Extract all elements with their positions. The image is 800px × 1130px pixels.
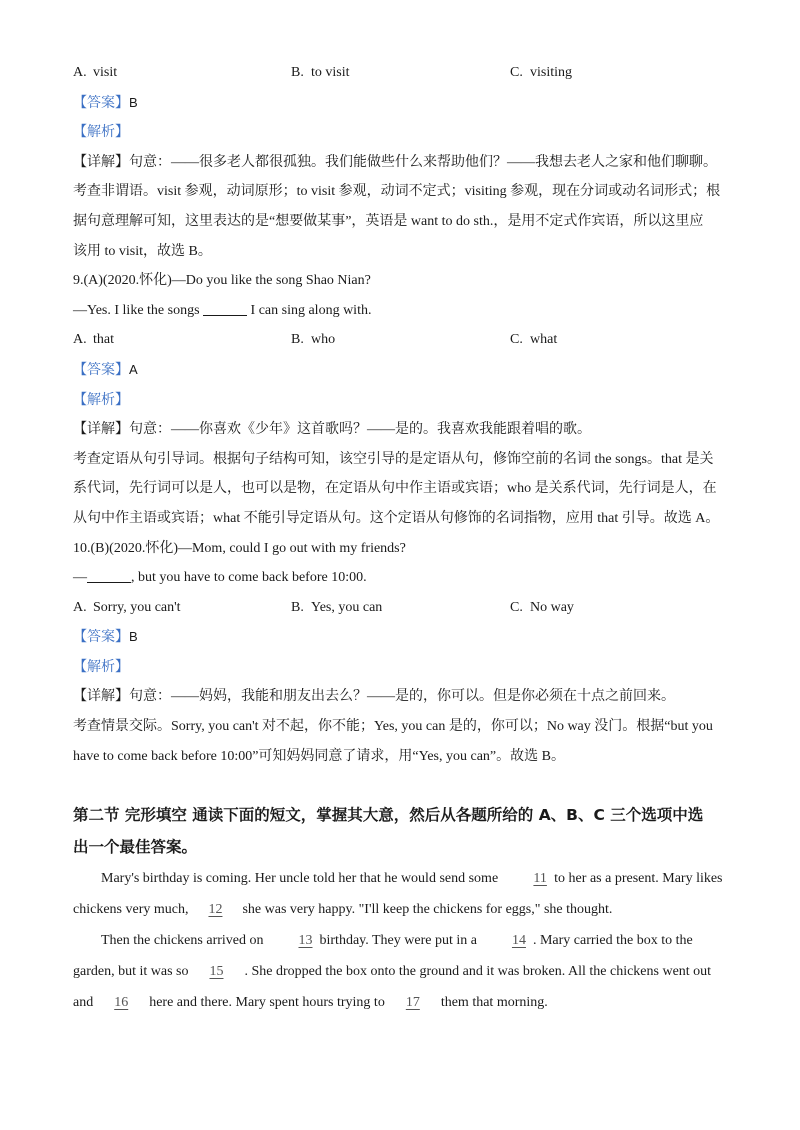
q8-option-a[interactable]: A. visit xyxy=(73,65,118,80)
q8-answer: 【答案】B xyxy=(73,94,138,111)
q8-explanation-3: 该用 to visit，故选 B。 xyxy=(73,243,212,259)
q9-explanation-1: 考查定语从句引导词。根据句子结构可知，该空引导的是定语从句，修饰空前的名词 the songs。that 是关 xyxy=(73,451,714,467)
q10-options xyxy=(73,593,733,623)
q10-option-a[interactable]: A. Sorry, you can't xyxy=(73,599,181,615)
q8-options xyxy=(73,58,733,88)
document-page xyxy=(73,58,733,1018)
passage-line: Mary's birthday is coming. Her uncle told her that he would send some 11 to her as a present. Mary likes xyxy=(73,863,733,894)
q9-option-a[interactable]: A. that xyxy=(73,332,114,348)
passage-line: garden, but it was so 15 . She dropped the box onto the ground and it was broken. All the chickens went out xyxy=(73,956,733,987)
q10-stem: 10.(B)(2020.怀化)—Mom, could I go out with my friends? xyxy=(73,540,406,556)
q10-answer: 【答案】B xyxy=(73,629,138,646)
cloze-blank-16[interactable]: 16 xyxy=(114,995,129,1011)
q8-explanation-2: 据句意理解可知，这里表达的是“想要做某事”，英语是 want to do sth.，是用不定式作宾语，所以这里应 xyxy=(73,213,704,229)
q8-option-b[interactable]: B. to visit xyxy=(291,65,350,80)
cloze-blank-15[interactable]: 15 xyxy=(209,964,224,980)
q9-option-b[interactable]: B. who xyxy=(291,332,336,348)
q10-detail: 【详解】句意：——妈妈，我能和朋友出去么？——是的，你可以。但是你必须在十点之前回来。 xyxy=(73,689,675,705)
q10-blank[interactable] xyxy=(87,568,131,583)
q9-explanation-3: 从句中作主语或宾语；what 不能引导定语从句。这个定语从句修饰的名词指物，应用 that 引导。故选 A。 xyxy=(73,510,720,526)
q8-detail: 【详解】句意：——很多老人都很孤独。我们能做些什么来帮助他们？——我想去老人之家和他们聊聊。 xyxy=(73,154,717,170)
q9-stem: 9.(A)(2020.怀化)—Do you like the song Shao Nian? xyxy=(73,273,371,289)
passage-line: chickens very much, 12 she was very happy. "I'll keep the chickens for eggs," she thought. xyxy=(73,894,733,925)
q9-option-c[interactable]: C. what xyxy=(510,332,558,348)
q9-answer: 【答案】A xyxy=(73,361,138,378)
q9-blank[interactable] xyxy=(203,301,247,316)
cloze-blank-17[interactable]: 17 xyxy=(405,995,420,1011)
section-title-line-2: 出一个最佳答案。 xyxy=(73,838,198,857)
q10-explanation-1: 考查情景交际。Sorry, you can't 对不起，你不能；Yes, you can 是的，你可以；No way 没门。根据“but you xyxy=(73,719,713,735)
q10-option-b[interactable]: B. Yes, you can xyxy=(291,599,383,615)
cloze-blank-13[interactable]: 13 xyxy=(298,933,313,949)
passage-line: and 16 here and there. Mary spent hours trying to 17 them that morning. xyxy=(73,987,733,1018)
cloze-blank-12[interactable]: 12 xyxy=(208,902,223,918)
q10-line2: — , but you have to come back before 10:00. xyxy=(73,570,367,586)
q9-line2: —Yes. I like the songs I can sing along with. xyxy=(73,302,372,318)
q10-analysis-label: 【解析】 xyxy=(73,659,129,675)
q8-explanation-1: 考查非谓语。visit 参观，动词原形；to visit 参观，动词不定式；visiting 参观，现在分词或动名词形式；根 xyxy=(73,184,721,200)
q9-detail: 【详解】句意：——你喜欢《少年》这首歌吗？——是的。我喜欢我能跟着唱的歌。 xyxy=(73,422,591,438)
q9-options xyxy=(73,325,733,355)
q9-analysis-label: 【解析】 xyxy=(73,392,129,408)
q8-option-c[interactable]: C. visiting xyxy=(510,65,573,80)
section-title-line-1: 第二节 完形填空 通读下面的短文，掌握其大意，然后从各题所给的 A、B、C 三个选项中选 xyxy=(73,806,704,825)
q9-explanation-2: 系代词，先行词可以是人，也可以是物，在定语从句中作主语或宾语；who 是关系代词，先行词是人，在 xyxy=(73,481,717,497)
cloze-blank-11[interactable]: 11 xyxy=(533,871,547,887)
q10-explanation-2: have to come back before 10:00”可知妈妈同意了请求，用“Yes, you can”。故选 B。 xyxy=(73,748,565,764)
q10-option-c[interactable]: C. No way xyxy=(510,599,574,615)
cloze-blank-14[interactable]: 14 xyxy=(511,933,526,949)
q8-analysis-label: 【解析】 xyxy=(73,125,129,141)
passage-line: Then the chickens arrived on 13 birthday. They were put in a 14 . Mary carried the box to the xyxy=(73,925,733,956)
